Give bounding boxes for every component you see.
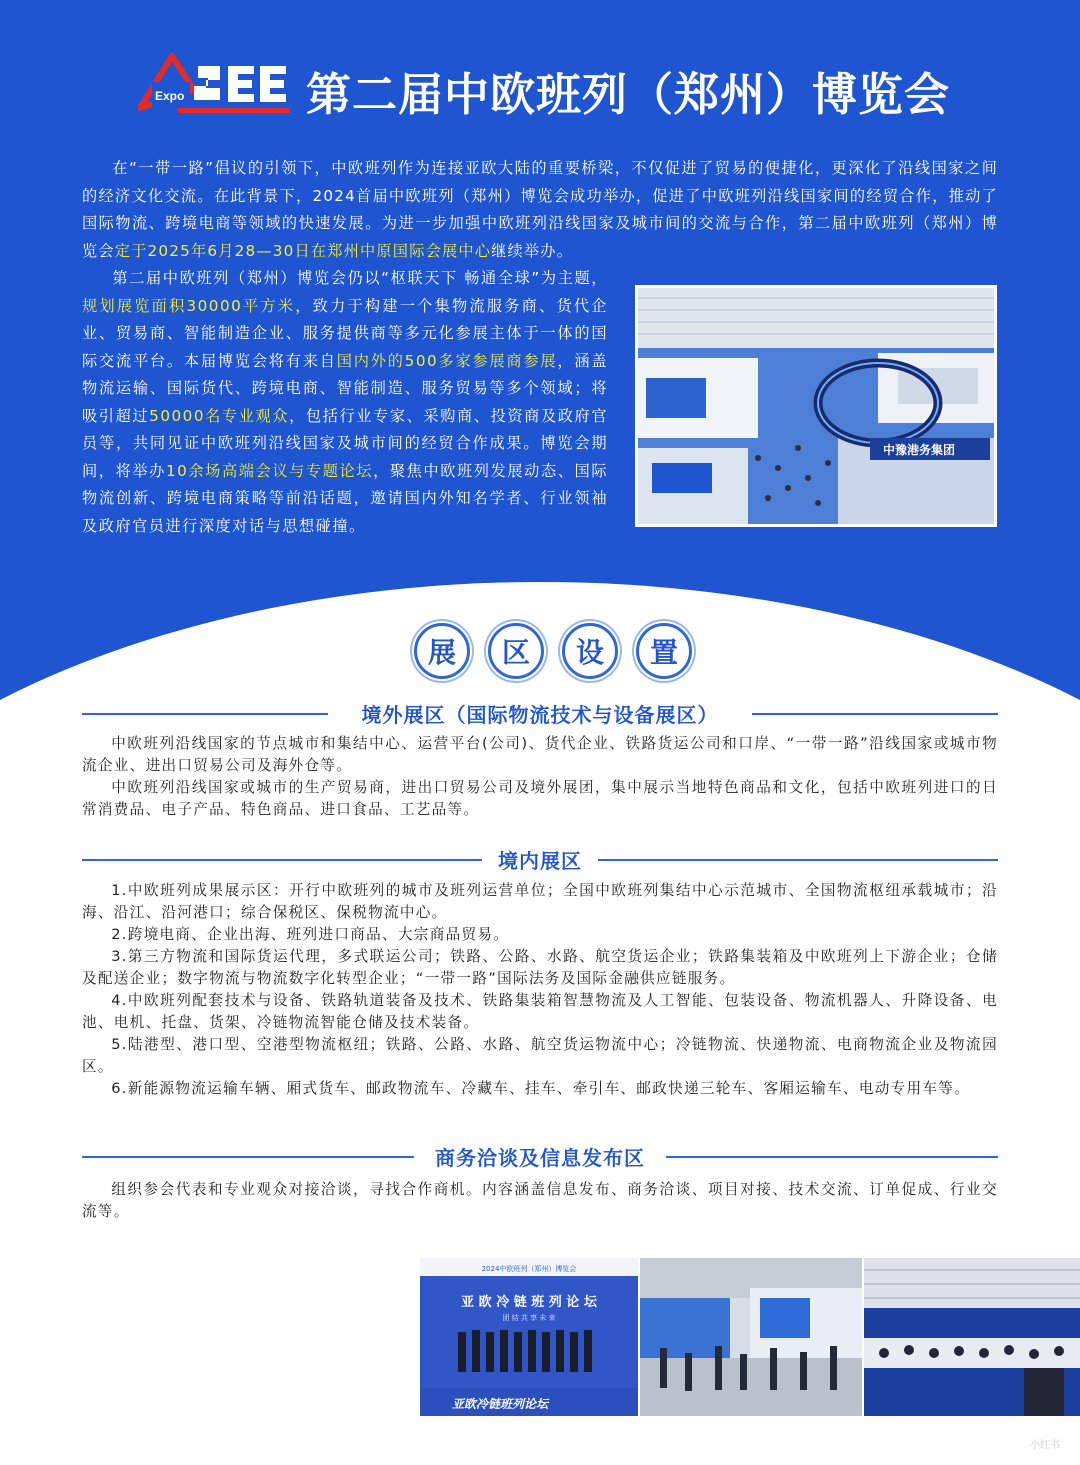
page-title: 第二届中欧班列（郑州）博览会 [306, 68, 951, 121]
section-title-char-2: 区 [488, 623, 544, 679]
zone1-paragraph-2: 中欧班列沿线国家或城市的生产贸易商，进出口贸易公司及境外展团，集中展示当地特色商品和文化，包括中欧班列进口的日常消费品、电子产品、特色商品、进口食品、工艺品等。 [82, 779, 998, 818]
exhibition-crowd-photo [640, 1258, 862, 1416]
intro-text-end: 继续举办。 [491, 241, 574, 260]
forum-subtitle: 团 结 共 享 未 来 [502, 1314, 556, 1322]
photo-sign: 中豫港务集团 [883, 443, 956, 457]
expo-logo [138, 52, 294, 114]
zone2-item-1: 1.中欧班列成果展示区：开行中欧班列的城市及班列运营单位；全国中欧班列集结中心示范城市、全国物流枢纽承载城市；沿海、沿江、沿河港口；综合保税区、保税物流中心。 [82, 882, 998, 921]
zone3-body [82, 1179, 998, 1223]
zone2-item-6: 6.新能源物流运输车辆、厢式货车、邮政物流车、冷藏车、挂车、牵引车、邮政快递三轮车、客厢运输车、电动专用车等。 [111, 1080, 971, 1097]
logo-text: Expo [155, 89, 185, 103]
forum-top-text: 2024中欧班列（郑州）博览会 [481, 1265, 577, 1273]
zone3-paragraph: 组织参会代表和专业观众对接洽谈，寻找合作商机。内容涵盖信息发布、商务洽谈、项目对接、技术交流、订单促成、行业交流等。 [82, 1181, 998, 1220]
intro2-text-e: ，聚焦中欧班列发展动态、国际物流创新、跨境电商策略等前沿话题，邀请国内外知名学者、行业领袖及政府官员进行深度对话与思想碰撞。 [82, 461, 609, 535]
intro2-text-c: ，涵盖物流运输、国际货代、跨境电商、智能制造、服务贸易等多个领域；将吸引超过 [82, 351, 609, 425]
intro2-highlight-visitors: 50000名专业观众 [149, 406, 290, 425]
intro-paragraph-1 [82, 155, 998, 265]
zone2-heading [82, 845, 998, 875]
section-title-char-4: 置 [636, 623, 692, 679]
intro2-text-b: ，致力于构建一个集物流服务商、货代企业、贸易商、智能制造企业、服务提供商等多元化参展主体于一体的国际交流平台。本届博览会将有来自 [82, 296, 608, 370]
zone3-heading-text: 商务洽谈及信息发布区 [435, 1146, 645, 1170]
zone2-heading-text: 境内展区 [498, 849, 582, 873]
forum-photo [420, 1258, 638, 1416]
intro-highlight-date: 定于2025年6月28—30日在郑州中原国际会展中心 [114, 241, 492, 260]
zone2-item-5: 5.陆港型、港口型、空港型物流枢纽；铁路、公路、水路、航空货运物流中心；冷链物流、快递物流、电商物流企业及物流园区。 [82, 1036, 998, 1075]
zone2-body [82, 880, 998, 1100]
intro2-highlight-exhibitors: 国内外的500多家参展商参展 [336, 351, 558, 370]
intro-text: 在“一带一路”倡议的引领下，中欧班列作为连接亚欧大陆的重要桥梁，不仅促进了贸易的便捷化，更深化了沿线国家之间的经济文化交流。在此背景下，2024首届中欧班列（郑州）博览会成功举办，促进了中欧班列沿线国家间的经贸合作，推动了国际物流、跨境电商等领域的快速发展。为进一步加强中欧班列沿线国家及城市间的交流与合作，第二届中欧班列（郑州）博览会 [82, 159, 998, 260]
zone1-heading [82, 699, 998, 729]
section-title [412, 623, 692, 683]
section-title-char-1: 展 [414, 623, 470, 679]
forum-title: 亚 欧 冷 链 班 列 论 坛 [461, 1295, 597, 1310]
zone2-item-4: 4.中欧班列配套技术与设备、铁路轨道装备及技术、铁路集装箱智慧物流及人工智能、包装设备、物流机器人、升降设备、电池、电机、托盘、货架、冷链物流智能仓储及技术装备。 [82, 992, 998, 1031]
meeting-hall-photo [864, 1258, 1080, 1416]
zone3-heading [82, 1142, 998, 1172]
intro-paragraph-2 [82, 265, 608, 540]
forum-banner: 亚欧冷链班列论坛 [451, 1397, 549, 1411]
intro2-highlight-forums: 10余场高端会议与专题论坛 [165, 461, 374, 480]
zone1-body [82, 733, 998, 821]
watermark: 小红书 [1030, 1440, 1060, 1451]
intro2-text-d: ，包括行业专家、采购商、投资商及政府官员等，共同见证中欧班列沿线国家及城市间的经贸合作成果。博览会期间，将举办 [82, 406, 609, 480]
zone2-item-2: 2.跨境电商、企业出海、班列进口商品、大宗商品贸易。 [111, 926, 510, 943]
exhibition-hall-photo [635, 285, 997, 527]
section-title-char-3: 设 [562, 623, 618, 679]
zone1-paragraph-1: 中欧班列沿线国家的节点城市和集结中心、运营平台(公司)、货代企业、铁路货运公司和口岸、“一带一路”沿线国家或城市物流企业、进出口贸易公司及海外仓等。 [82, 735, 998, 774]
intro2-text-a: 第二届中欧班列（郑州）博览会仍以“枢联天下 畅通全球”为主题， [112, 269, 608, 287]
intro2-highlight-area: 规划展览面积30000平方米 [82, 296, 296, 315]
zone1-heading-text: 境外展区（国际物流技术与设备展区） [361, 703, 719, 727]
zone2-item-3: 3.第三方物流和国际货运代理，多式联运公司；铁路、公路、水路、航空货运企业；铁路集装箱及中欧班列上下游企业；仓储及配送企业；数字物流与物流数字化转型企业；“一带一路”国际法务及国际金融供应链服务。 [82, 948, 998, 987]
